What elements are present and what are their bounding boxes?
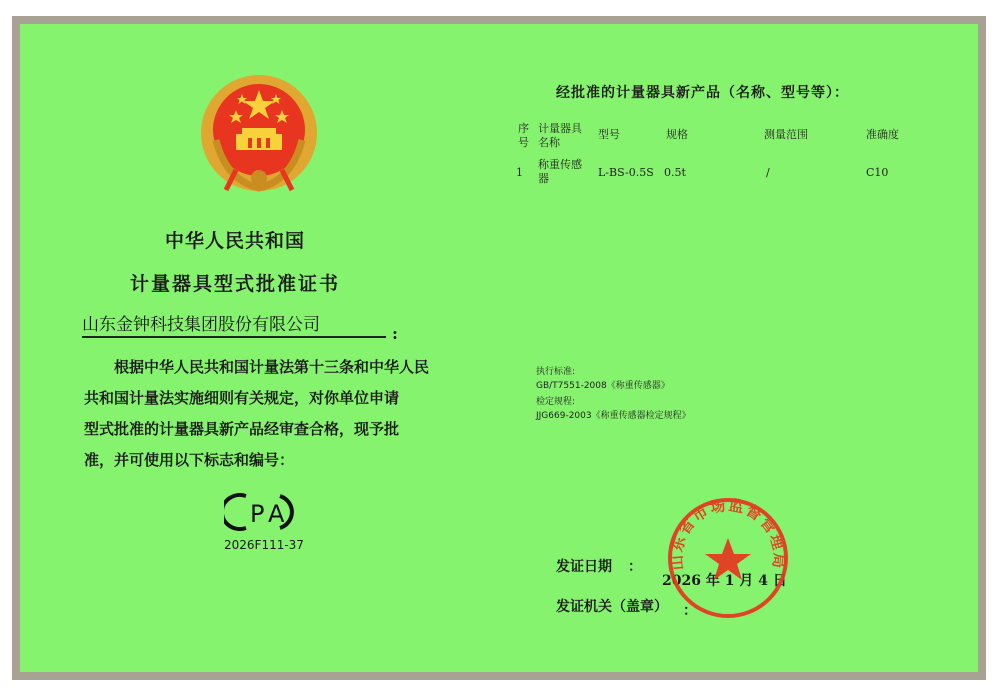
svg-text:A: A	[268, 500, 285, 528]
statement-line: 准，并可使用以下标志和编号：	[84, 451, 295, 469]
title-line-2: 计量器具型式批准证书	[129, 273, 340, 295]
issuing-authority-colon: ：	[683, 603, 697, 619]
company-name: 山东金钟科技集团股份有限公司	[82, 315, 320, 335]
col-header-spec: 规格	[666, 128, 688, 141]
svg-text:P: P	[250, 500, 265, 528]
issue-date-value: 2026 年 1 月 4 日	[662, 573, 787, 589]
approval-statement	[84, 352, 476, 476]
col-header-no: 序 号	[518, 122, 529, 149]
statement-line: 型式批准的计量器具新产品经审查合格，现予批	[84, 420, 400, 438]
col-header-name: 计量器具 名称	[538, 122, 582, 149]
row-range: /	[766, 166, 770, 179]
verify-standard-label: 检定规程:	[536, 397, 576, 407]
title-line-1: 中华人民共和国	[164, 230, 305, 252]
mark-number: 2026F111-37	[224, 538, 304, 552]
verify-standard-value: JJG669-2003《称重传感器检定规程》	[536, 411, 691, 421]
cpa-mark-icon	[224, 492, 302, 532]
company-underline	[82, 336, 386, 338]
exec-standard-label: 执行标准:	[536, 367, 576, 377]
exec-standard-value: GB/T7551-2008《称重传感器》	[536, 381, 670, 391]
issue-date-label: 发证日期	[556, 559, 612, 575]
row-model: L-BS-0.5S	[598, 166, 654, 179]
row-name: 称重传感 器	[538, 158, 582, 185]
col-header-accuracy: 准确度	[866, 128, 899, 141]
seal-text: 山东省市场监督管理局	[667, 496, 789, 571]
company-colon: :	[392, 324, 398, 343]
official-seal-icon	[664, 494, 792, 622]
col-header-range: 测量范围	[764, 128, 808, 141]
statement-line: 共和国计量法实施细则有关规定，对你单位申请	[84, 389, 400, 407]
certificate-paper	[20, 24, 978, 672]
row-spec: 0.5t	[664, 166, 686, 179]
statement-line: 根据中华人民共和国计量法第十三条和中华人民	[114, 358, 430, 376]
row-no: 1	[516, 166, 523, 179]
row-accuracy: C10	[866, 166, 889, 179]
company-block	[82, 310, 402, 344]
national-emblem-icon	[196, 70, 322, 196]
products-heading: 经批准的计量器具新产品（名称、型号等）：	[556, 85, 849, 101]
issuing-authority-label: 发证机关（盖章）	[556, 599, 668, 615]
col-header-model: 型号	[598, 128, 620, 141]
issue-date-colon: ：	[628, 559, 642, 575]
